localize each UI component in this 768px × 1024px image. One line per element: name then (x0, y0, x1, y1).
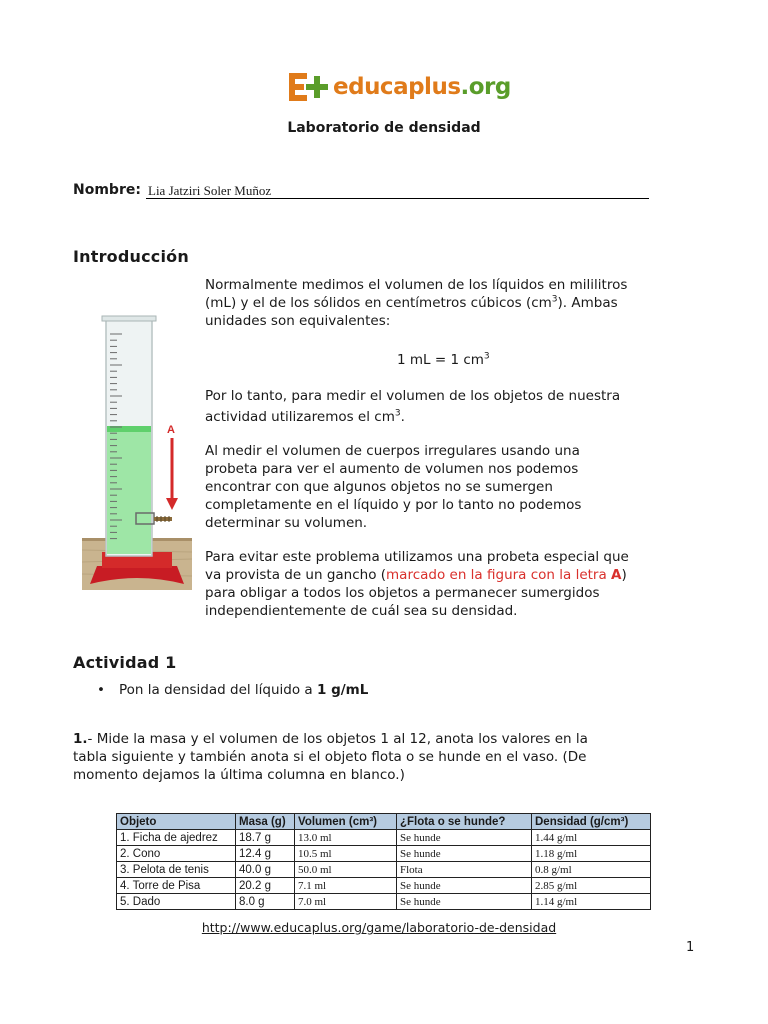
table-cell: Se hunde (397, 830, 532, 846)
equation: 1 mL = 1 $cm^3$ (397, 351, 490, 368)
intro-paragraph-1 (205, 276, 695, 330)
table-cell: Se hunde (397, 894, 532, 910)
actividad-question: 1.- Mide la masa y el volumen de los objetos 1 al 12, anota los valores en la tabla siguiente y también anota si el objeto flota o se hunde en el vaso. (De momento dejamos la última columna en blanco.) (73, 731, 588, 783)
intro-p1-line-2: (mL) y el de los sólidos en centímetros cúbicos $(cm^3)$. Ambas (205, 294, 618, 311)
table-cell: Flota (397, 862, 532, 878)
educaplus-logo (289, 72, 511, 102)
col-header-densidad: Densidad (g/cm³) (532, 814, 651, 830)
logo-tld: .org (460, 74, 511, 100)
table-row (117, 862, 651, 878)
table-cell: 1. Ficha de ajedrez (117, 830, 236, 846)
table-cell: Se hunde (397, 878, 532, 894)
table-cell: 20.2 g (236, 878, 295, 894)
intro-paragraph-4: Para evitar este problema utilizamos una probeta especial que va provista de un gancho (marcado en la figura con la letra A) para obligar a todos los objetos a permanecer sumergidos independientemente de cuál sea su densidad. (205, 549, 629, 619)
table-cell: 40.0 g (236, 862, 295, 878)
table-cell: 2.85 g/ml (532, 878, 651, 894)
actividad-bullet: • Pon la densidad del líquido a 1 g/mL (97, 682, 369, 698)
nombre-underline (146, 198, 649, 199)
col-header-objeto: Objeto (117, 814, 236, 830)
table-cell: 4. Torre de Pisa (117, 878, 236, 894)
page-title: Laboratorio de densidad (287, 120, 481, 136)
figure-letter-a: A (167, 424, 175, 436)
table-row (117, 830, 651, 846)
graduated-cylinder-figure (82, 312, 192, 594)
nombre-label: Nombre: (73, 182, 141, 198)
table-row (117, 878, 651, 894)
table-cell: 1.18 g/ml (532, 846, 651, 862)
table-cell: 8.0 g (236, 894, 295, 910)
table-header-row (117, 814, 651, 830)
intro-p1-line-3: unidades son equivalentes: (205, 313, 391, 329)
col-header-masa: Masa (g) (236, 814, 295, 830)
table-cell: 50.0 ml (295, 862, 397, 878)
page-number: 1 (686, 940, 695, 955)
table-cell: Se hunde (397, 846, 532, 862)
educaplus-logo-icon (289, 72, 329, 102)
col-header-flota: ¿Flota o se hunde? (397, 814, 532, 830)
nombre-row (73, 182, 649, 200)
footer-link[interactable]: http://www.educaplus.org/game/laboratorio-de-densidad (201, 920, 557, 935)
table-cell: 18.7 g (236, 830, 295, 846)
table-cell: 3. Pelota de tenis (117, 862, 236, 878)
table-cell: 2. Cono (117, 846, 236, 862)
table-cell: 1.14 g/ml (532, 894, 651, 910)
intro-heading: Introducción (73, 247, 189, 266)
table-cell: 12.4 g (236, 846, 295, 862)
table-cell: 7.0 ml (295, 894, 397, 910)
table-cell: 13.0 ml (295, 830, 397, 846)
table-row (117, 846, 651, 862)
intro-p1-line-1: Normalmente medimos el volumen de los líquidos en mililitros (205, 277, 628, 293)
table-cell: 1.44 g/ml (532, 830, 651, 846)
intro-paragraph-2: Por lo tanto, para medir el volumen de los objetos de nuestra actividad utilizaremos el $cm^3$. (205, 388, 621, 425)
table-cell: 7.1 ml (295, 878, 397, 894)
table-cell: 10.5 ml (295, 846, 397, 862)
logo-brand: educaplus (333, 74, 461, 100)
col-header-volumen: Volumen (cm³) (295, 814, 397, 830)
results-table (116, 813, 651, 910)
actividad-heading: Actividad 1 (73, 653, 177, 672)
table-cell: 0.8 g/ml (532, 862, 651, 878)
table-row (117, 894, 651, 910)
nombre-value: Lia Jatziri Soler Muñoz (148, 183, 272, 198)
intro-paragraph-3: Al medir el volumen de cuerpos irregulares usando una probeta para ver el aumento de volumen nos podemos encontrar con que algunos objetos no se sumergen completamente en el líquido y por lo tanto no podemos determinar su volumen. (205, 443, 582, 531)
bullet-icon: • (97, 682, 105, 698)
table-cell: 5. Dado (117, 894, 236, 910)
